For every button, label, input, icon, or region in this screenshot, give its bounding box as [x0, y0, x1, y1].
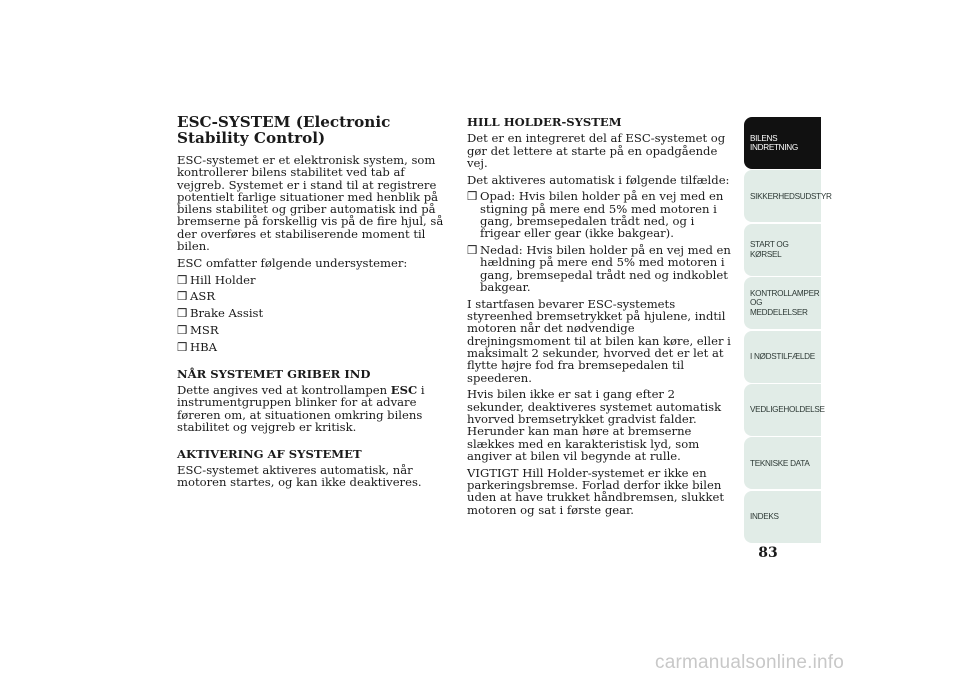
- checkbox-bullet-icon: ❒: [177, 306, 188, 321]
- list-item: ❒ Hill Holder: [177, 272, 256, 287]
- checkbox-bullet-icon: ❒: [177, 339, 188, 354]
- list-item: ❒ ASR: [177, 289, 216, 304]
- tab-vedligeholdelse[interactable]: VEDLIGEHOLDELSE: [744, 384, 821, 436]
- hill-holder-p5: VIGTIGT Hill Holder-systemet er ikke en parkeringsbremse. Forlad derfor ikke bilen uden at have trukket håndbremsen, slukket motoren og sat i første gear.: [467, 465, 724, 517]
- right-column: [467, 110, 735, 520]
- left-column: [177, 110, 449, 493]
- tab-indeks[interactable]: INDEKS: [744, 491, 821, 543]
- intervention-text: Dette angives ved at kontrollampen ESC i instrumentgruppen blinker for at advare føreren om, at situationen omkring bilens stabilitet og vejgreb er kritisk.: [177, 382, 425, 434]
- activation-text: ESC-systemet aktiveres automatisk, når motoren startes, og kan ikke deaktiveres.: [177, 462, 422, 490]
- esc-intro: ESC-systemet er et elektronisk system, som kontrollerer bilens stabilitet ved tab af vejgreb. Systemet er i stand til at registrere potentielt farlige situationer med henblik på bilens stabilitet og griber automatisk ind på bremserne på forskellig vis på de fire hjul, så der overføres et stabiliserende moment til bilen.: [177, 153, 444, 254]
- subsystems-intro: ESC omfatter følgende undersystemer:: [177, 255, 408, 270]
- list-item: ❒ Brake Assist: [177, 306, 264, 321]
- checkbox-bullet-icon: ❒: [177, 289, 188, 304]
- checkbox-bullet-icon: ❒: [467, 189, 478, 204]
- section-heading-activation: AKTIVERING AF SYSTEMET: [177, 446, 362, 461]
- subsystem-list: [177, 274, 449, 353]
- chapter-tabs: [744, 117, 832, 544]
- tab-kontrollamper[interactable]: KONTROLLAMPER OG MEDDELELSER: [744, 277, 821, 329]
- checkbox-bullet-icon: ❒: [177, 272, 188, 287]
- tab-sikkerhedsudstyr[interactable]: SIKKERHEDSUDSTYR: [744, 170, 821, 222]
- tab-start-og-korsel[interactable]: START OG KØRSEL: [744, 224, 821, 276]
- tab-bilens-indretning[interactable]: BILENS INDRETNING: [744, 117, 821, 169]
- hill-holder-p3: I startfasen bevarer ESC-systemets styreenhed bremsetrykket på hjulene, indtil motoren når det nødvendige drejningsmoment til at bilen kan køre, eller i maksimalt 2 sekunder, hvorved det er let at flytte højre fod fra bremsepedalen til speederen.: [467, 296, 731, 385]
- list-item: ❒ MSR: [177, 323, 219, 338]
- checkbox-bullet-icon: ❒: [177, 323, 188, 338]
- list-item: ❒ HBA: [177, 339, 218, 354]
- hill-holder-p1: Det er en integreret del af ESC-systemet og gør det lettere at starte på en opadgående vej.: [467, 131, 726, 170]
- list-item: ❒ Nedad: Hvis bilen holder på en vej med en hældning på mere end 5% med motoren i gang, bremsepedal trådt ned og indkoblet bakgear.: [467, 243, 731, 295]
- page-number: 83: [758, 545, 778, 561]
- section-heading-intervention: NÅR SYSTEMET GRIBER IND: [177, 366, 371, 381]
- checkbox-bullet-icon: ❒: [467, 243, 478, 258]
- section-title-esc: ESC-SYSTEM (Electronic Stability Control): [177, 113, 391, 147]
- hill-holder-p4: Hvis bilen ikke er sat i gang efter 2 sekunder, deaktiveres systemet automatisk hvorved bremsetrykket gradvist falder. Herunder kan man høre at bremserne slækkes med en karakteristisk lyd, som angiver at bilen vil begynde at rulle.: [467, 387, 722, 463]
- section-heading-hill-holder: HILL HOLDER-SYSTEM: [467, 115, 622, 129]
- tab-i-nodstilfaelde[interactable]: I NØDSTILFÆLDE: [744, 331, 821, 383]
- tab-tekniske-data[interactable]: TEKNISKE DATA: [744, 437, 821, 489]
- list-item: ❒ Opad: Hvis bilen holder på en vej med en stigning på mere end 5% med motoren i gang, bremsepedalen trådt ned, og i frigear eller gear (ikke bakgear).: [467, 189, 724, 241]
- esc-lamp-label: ESC: [390, 382, 418, 397]
- watermark: carmanualsonline.info: [655, 652, 845, 673]
- hill-holder-p2: Det aktiveres automatisk i følgende tilfælde:: [467, 172, 730, 187]
